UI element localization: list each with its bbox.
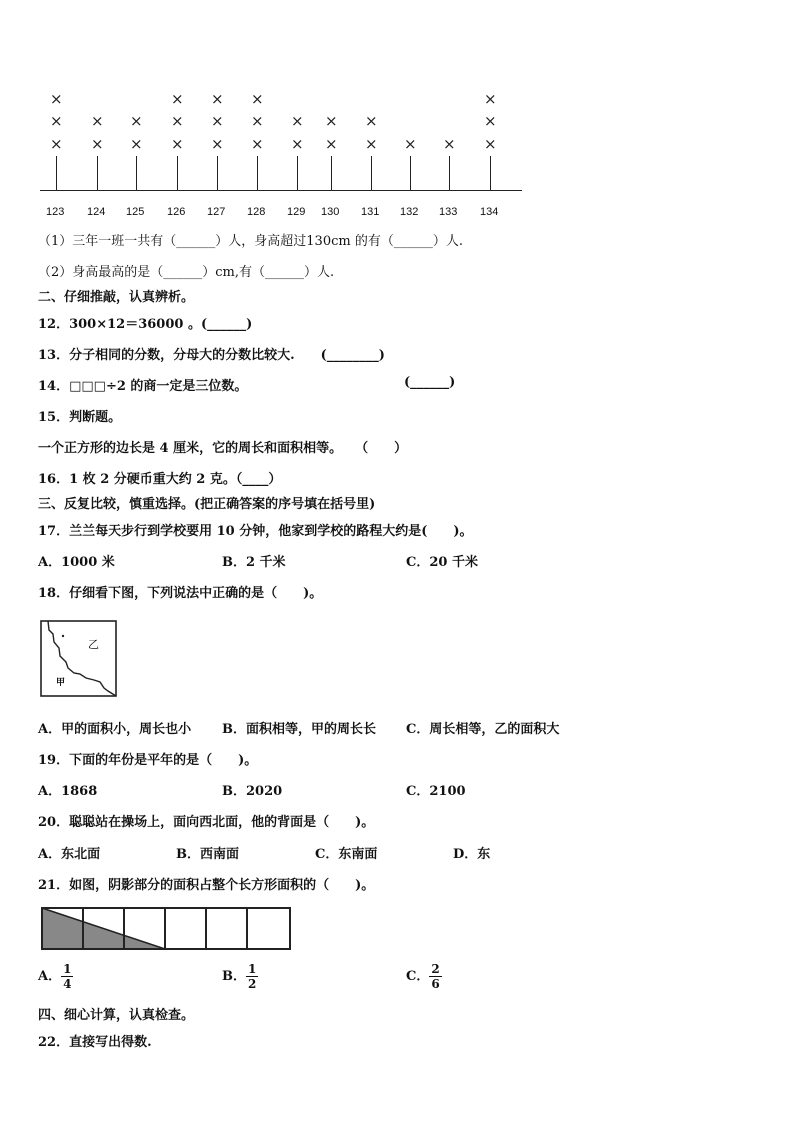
dot-134-2: × — [484, 112, 497, 130]
q21-figure — [40, 906, 294, 952]
tick-label-123: 123 — [46, 206, 65, 218]
q21-option-b: B． $\frac{1}{2}$ — [222, 962, 257, 991]
tick-label-134: 134 — [480, 206, 499, 218]
dot-127-2: × — [211, 112, 224, 130]
dot-124-2: × — [91, 112, 104, 130]
q18-option-a: A．甲的面积小，周长也小 — [38, 722, 192, 737]
dot-134-3: × — [484, 90, 497, 108]
q20-option-d: D．东 — [453, 847, 491, 862]
question-12: 12．300×12＝36000 。(______) — [38, 317, 253, 332]
dot-129-2: × — [291, 112, 304, 130]
dot-127-1: × — [211, 135, 224, 153]
tick-label-129: 129 — [287, 206, 306, 218]
q19-option-c: C．2100 — [406, 784, 466, 799]
question-19: 19．下面的年份是平年的是（ )。 — [38, 753, 258, 768]
tick-label-128: 128 — [247, 206, 266, 218]
question-20: 20．聪聪站在操场上，面向西北面，他的背面是（ )。 — [38, 815, 375, 830]
dot-125-2: × — [130, 112, 143, 130]
q18-dot — [62, 635, 64, 637]
tick-129 — [297, 156, 298, 190]
q18-option-b: B．面积相等，甲的周长长 — [222, 722, 376, 737]
dot-123-2: × — [50, 112, 63, 130]
q20-option-a: A．东北面 — [38, 847, 101, 862]
dot-124-1: × — [91, 135, 104, 153]
tick-label-132: 132 — [400, 206, 419, 218]
dot-126-1: × — [171, 135, 184, 153]
dot-130-2: × — [325, 112, 338, 130]
q20-option-b: B．西南面 — [176, 847, 239, 862]
tick-130 — [331, 156, 332, 190]
question-16: 16．1 枚 2 分硬币重大约 2 克。（____） — [38, 472, 282, 487]
question-15-statement: 一个正方形的边长是 4 厘米，它的周长和面积相等。 （ ） — [38, 441, 408, 456]
tick-128 — [257, 156, 258, 190]
dot-134-1: × — [484, 135, 497, 153]
tick-label-133: 133 — [439, 206, 458, 218]
dot-129-1: × — [291, 135, 304, 153]
q17-option-a: A．1000 米 — [38, 555, 115, 570]
question-18: 18．仔细看下图，下列说法中正确的是（ )。 — [38, 586, 323, 601]
dot-128-2: × — [251, 112, 264, 130]
question-part-1: （1）三年一班一共有（______）人，身高超过130cm 的有（______）人. — [38, 234, 463, 249]
dot-128-3: × — [251, 90, 264, 108]
q20-option-c: C．东南面 — [315, 847, 378, 862]
q19-option-b: B．2020 — [222, 784, 283, 799]
question-15: 15．判断题。 — [38, 410, 122, 425]
fraction-1-4: $\frac{1}{4}$ — [63, 962, 72, 991]
q18-label-jia: 甲 — [56, 678, 66, 688]
q21-option-c: C． $\frac{2}{6}$ — [406, 962, 440, 991]
dot-123-1: × — [50, 135, 63, 153]
dot-133-1: × — [443, 135, 456, 153]
tick-123 — [56, 156, 57, 190]
dot-128-1: × — [251, 135, 264, 153]
tick-134 — [490, 156, 491, 190]
question-14: 14．□□□÷2 的商一定是三位数。 — [38, 379, 248, 394]
tick-127 — [217, 156, 218, 190]
fraction-1-2: $\frac{1}{2}$ — [248, 962, 257, 991]
question-17: 17．兰兰每天步行到学校要用 10 分钟，他家到学校的路程大约是( )。 — [38, 524, 473, 539]
q18-label-yi: 乙 — [88, 638, 99, 651]
tick-label-125: 125 — [126, 206, 145, 218]
q19-option-a: A．1868 — [38, 784, 98, 799]
question-21: 21．如图，阴影部分的面积占整个长方形面积的（ )。 — [38, 878, 375, 893]
fraction-2-6: $\frac{2}{6}$ — [431, 962, 440, 991]
tick-label-124: 124 — [87, 206, 106, 218]
tick-label-131: 131 — [361, 206, 380, 218]
tick-133 — [449, 156, 450, 190]
tick-124 — [97, 156, 98, 190]
dot-123-3: × — [50, 90, 63, 108]
q18-square — [41, 621, 116, 696]
tick-131 — [371, 156, 372, 190]
dot-131-1: × — [365, 135, 378, 153]
section-2-heading: 二、仔细推敲，认真辨析。 — [38, 290, 195, 305]
tick-label-126: 126 — [167, 206, 186, 218]
dot-131-2: × — [365, 112, 378, 130]
dot-127-3: × — [211, 90, 224, 108]
tick-label-127: 127 — [207, 206, 226, 218]
dot-132-1: × — [404, 135, 417, 153]
dot-130-1: × — [325, 135, 338, 153]
q17-option-c: C．20 千米 — [406, 555, 478, 570]
section-4-heading: 四、细心计算，认真检查。 — [38, 1008, 195, 1023]
tick-125 — [136, 156, 137, 190]
q18-option-c: C．周长相等，乙的面积大 — [406, 722, 560, 737]
plot-axis — [40, 190, 522, 191]
tick-126 — [177, 156, 178, 190]
q18-figure — [38, 618, 120, 700]
dot-125-1: × — [130, 135, 143, 153]
height-dot-plot — [0, 0, 794, 230]
question-22: 22．直接写出得数. — [38, 1035, 152, 1050]
dot-126-2: × — [171, 112, 184, 130]
question-part-2: （2）身高最高的是（______）cm,有（______）人. — [38, 265, 335, 280]
question-13: 13．分子相同的分数，分母大的分数比较大. (________) — [38, 348, 385, 363]
section-3-heading: 三、反复比较，慎重选择。(把正确答案的序号填在括号里) — [38, 497, 376, 512]
question-14-blank: (______) — [404, 375, 456, 390]
tick-132 — [410, 156, 411, 190]
tick-label-130: 130 — [321, 206, 340, 218]
q21-option-a: A． $\frac{1}{4}$ — [38, 962, 72, 991]
q17-option-b: B．2 千米 — [222, 555, 286, 570]
dot-126-3: × — [171, 90, 184, 108]
